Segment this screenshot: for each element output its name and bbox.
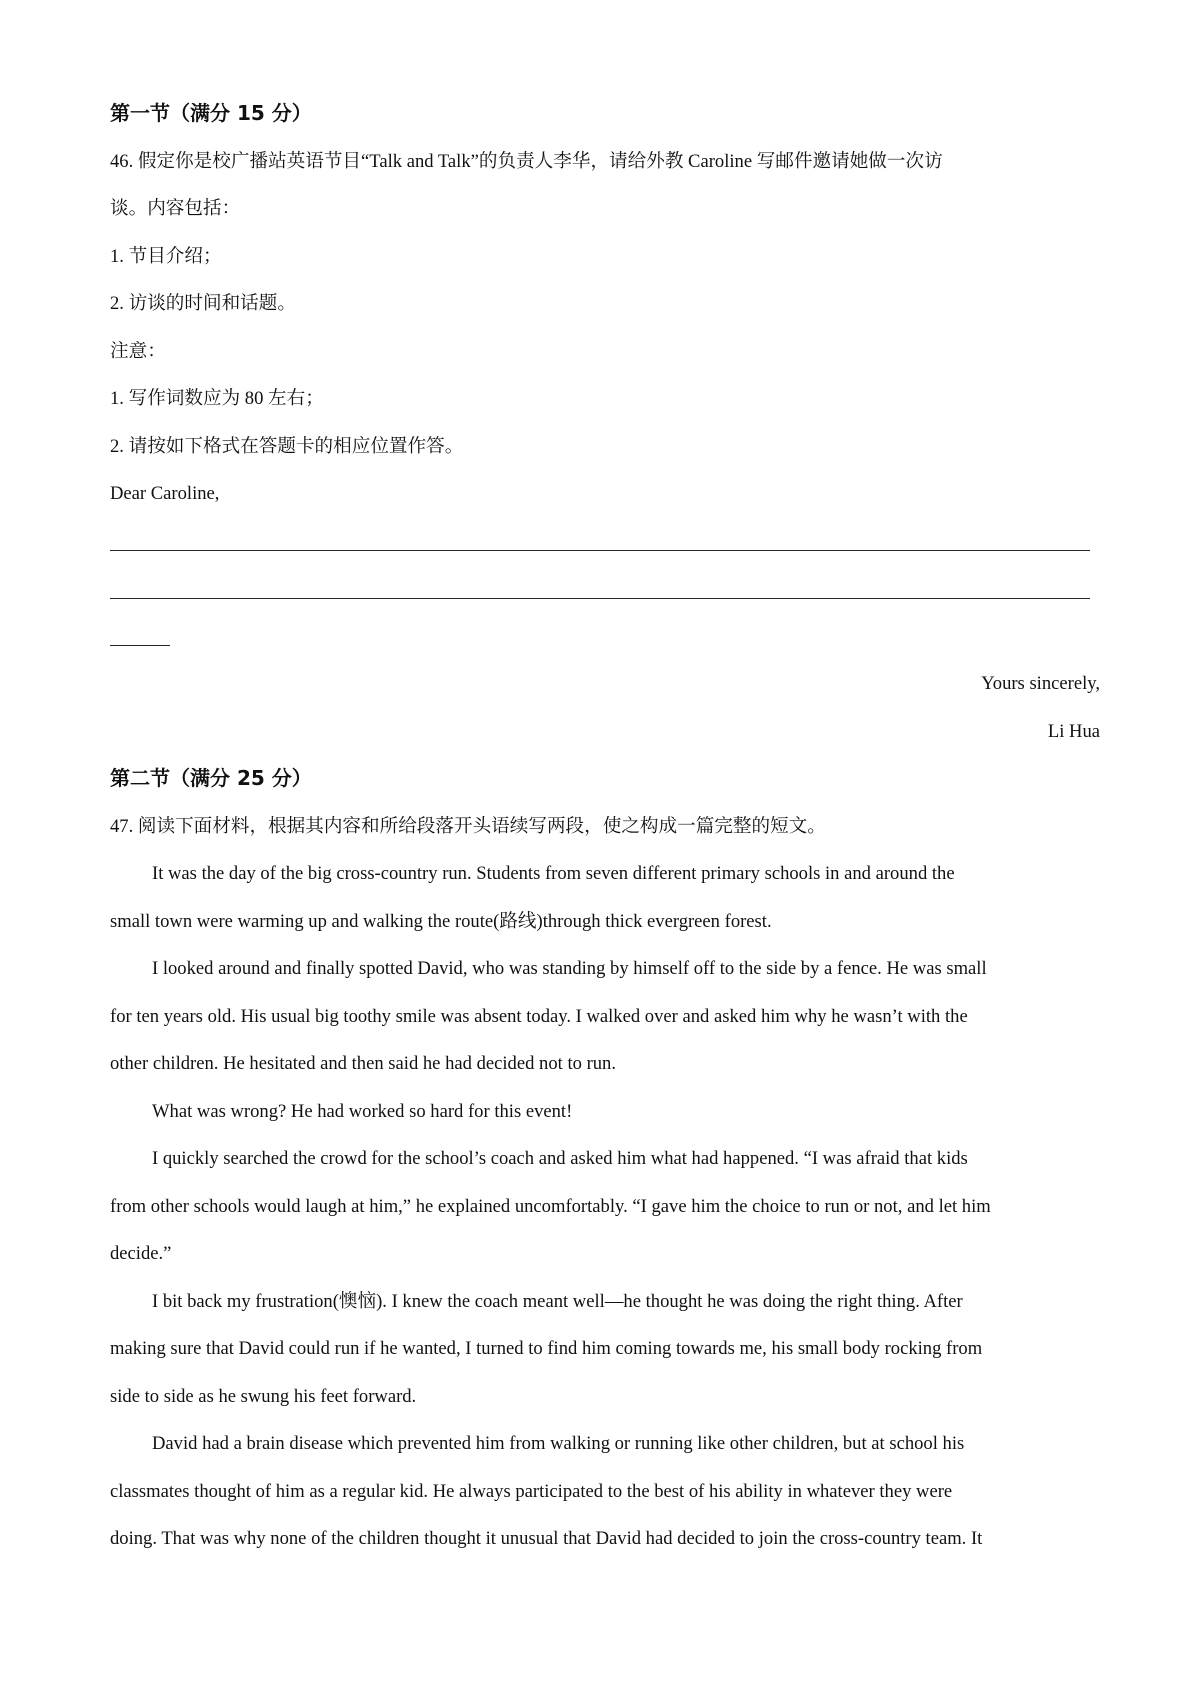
passage-line: side to side as he swung his feet forward. bbox=[110, 1385, 417, 1407]
passage-line: What was wrong? He had worked so hard for this event! bbox=[152, 1100, 573, 1122]
passage-line: decide.” bbox=[110, 1243, 172, 1264]
content-item-1: 1. 节目介绍； bbox=[110, 245, 222, 267]
letter-salutation: Dear Caroline, bbox=[110, 483, 220, 504]
question-47-instruction: 47. 阅读下面材料，根据其内容和所给段落开头语续写两段，使之构成一篇完整的短文。 bbox=[110, 815, 826, 837]
passage-line: from other schools would laugh at him,” he explained uncomfortably. “I gave him the choice to run or not, and let him bbox=[110, 1195, 991, 1217]
content-item-2: 2. 访谈的时间和话题。 bbox=[110, 293, 296, 314]
note-item-2: 2. 请按如下格式在答题卡的相应位置作答。 bbox=[110, 435, 464, 457]
letter-closing: Yours sincerely, bbox=[981, 673, 1100, 694]
passage-line: I quickly searched the crowd for the school’s coach and asked him what had happened. “I was afraid that kids bbox=[152, 1148, 968, 1169]
note-item-1: 1. 写作词数应为 80 左右； bbox=[110, 388, 324, 409]
passage-line: making sure that David could run if he wanted, I turned to find him coming towards me, his small body rocking from bbox=[110, 1338, 983, 1359]
passage-line: I looked around and finally spotted David, who was standing by himself off to the side by a fence. He was small bbox=[152, 958, 987, 979]
letter-signature: Li Hua bbox=[1047, 720, 1100, 742]
passage-line: other children. He hesitated and then said he had decided not to run. bbox=[110, 1053, 616, 1074]
answer-line-3 bbox=[110, 613, 1100, 661]
passage-line: doing. That was why none of the children thought it unusual that David had decided to join the cross-country team. It bbox=[110, 1528, 983, 1549]
question-46-prompt-line2: 谈。内容包括： bbox=[110, 198, 241, 219]
passage-line: David had a brain disease which prevented him from walking or running like other children, but at school his bbox=[152, 1433, 965, 1454]
note-label: 注意： bbox=[110, 340, 166, 362]
passage-line: I bit back my frustration(懊恼). I knew the coach meant well—he thought he was doing the right thing. After bbox=[152, 1290, 963, 1312]
passage-line: for ten years old. His usual big toothy smile was absent today. I walked over and asked him why he wasn’t with the bbox=[110, 1005, 968, 1027]
section1-heading: 第一节（满分 15 分） bbox=[110, 101, 312, 125]
answer-line-1 bbox=[110, 518, 1100, 566]
passage-line: small town were warming up and walking the route(路线)through thick evergreen forest. bbox=[110, 910, 772, 932]
section2-heading: 第二节（满分 25 分） bbox=[110, 766, 312, 790]
exam-page bbox=[110, 90, 1100, 1563]
answer-line-2 bbox=[110, 565, 1100, 613]
passage-line: classmates thought of him as a regular kid. He always participated to the best of his ability in whatever they were bbox=[110, 1480, 953, 1502]
passage-line: It was the day of the big cross-country run. Students from seven different primary schools in and around the bbox=[152, 863, 955, 884]
question-46-prompt-line1: 46. 假定你是校广播站英语节目“Talk and Talk”的负责人李华，请给外教 Caroline 写邮件邀请她做一次访 bbox=[110, 150, 943, 172]
